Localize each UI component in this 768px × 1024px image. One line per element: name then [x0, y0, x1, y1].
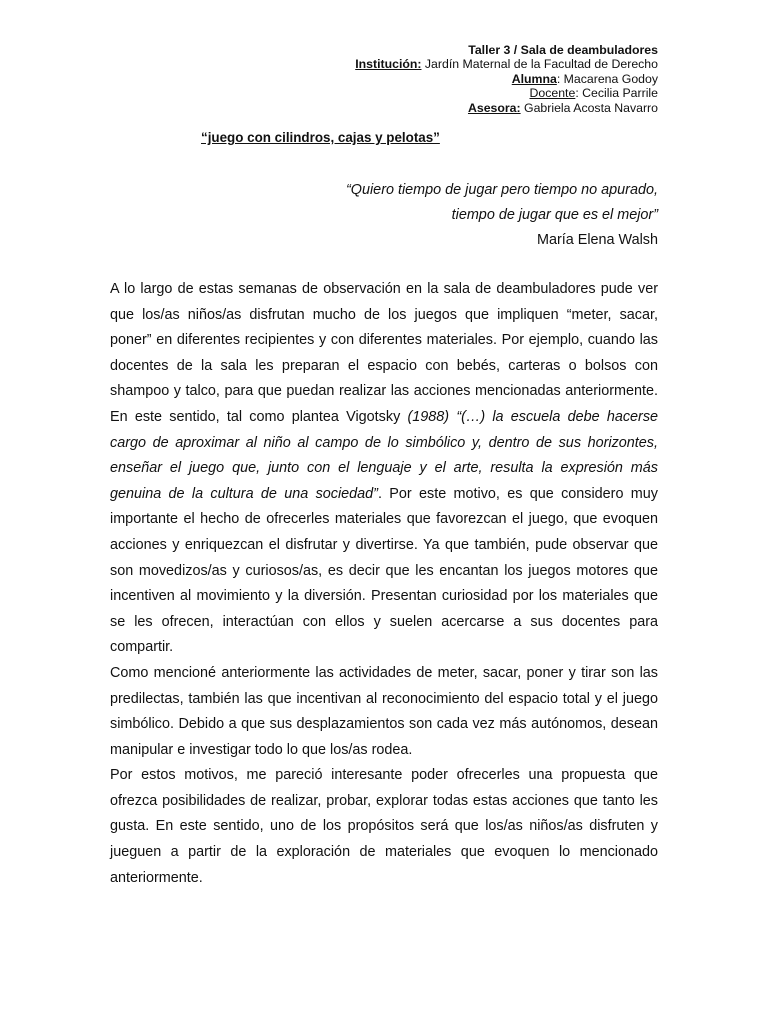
advisor-value: Gabriela Acosta Navarro — [520, 100, 658, 115]
paragraph-2: Como mencioné anteriormente las actividades de meter, sacar, poner y tirar son las predilectas, también las que incentivan al reconocimiento del espacio total y el juego simbólico. Debido a que sus desplazamientos son cada vez más autónomos, desean manipular e investigar todo lo que los/as rodea. — [110, 664, 658, 758]
institution-line — [355, 57, 658, 71]
document-header — [355, 43, 658, 115]
paragraph-1 — [110, 277, 658, 661]
institution-label: Institución: — [355, 57, 422, 72]
paragraph-1-part-a: A lo largo de estas semanas de observación en la sala de deambuladores pude ver que los/as niños/as disfrutan mucho de los juegos que impliquen “meter, sacar, poner” en diferentes recipientes y con diferentes materiales. Por ejemplo, cuando las docentes de la sala les preparan el espacio con bebés, carteras o bolsos con shampoo y talco, para que puedan realizar las acciones mencionadas anteriormente. En este sentido, tal como plantea Vigotsky — [110, 281, 658, 425]
student-value: : Macarena Godoy — [556, 71, 658, 86]
epigraph-line-2: tiempo de jugar que es el mejor” — [451, 207, 658, 223]
epigraph-author: María Elena Walsh — [536, 232, 658, 248]
student-label: Alumna — [511, 71, 557, 86]
body-text — [110, 277, 658, 891]
teacher-line — [355, 86, 658, 100]
epigraph — [346, 178, 658, 253]
advisor-label: Asesora: — [467, 100, 521, 115]
student-line — [355, 72, 658, 86]
teacher-label: Docente — [529, 86, 576, 101]
paragraph-3: Por estos motivos, me pareció interesante poder ofrecerles una propuesta que ofrezca posibilidades de realizar, probar, explorar todas estas acciones que tanto les gusta. En este sentido, uno de los propósitos será que los/as niños/as disfruten y jueguen a partir de la exploración de materiales que evoquen lo mencionado anteriormente. — [110, 767, 658, 886]
advisor-line — [355, 101, 658, 115]
document-title: “juego con cilindros, cajas y pelotas” — [201, 130, 440, 145]
vigotsky-quote: “(…) la escuela debe hacerse cargo de aproximar al niño al campo de lo simbólico y, dentro de sus horizontes, enseñar el juego que, junto con el lenguaje y el arte, resulta la expresión más genuina de la cultura de una sociedad” — [110, 408, 659, 502]
institution-value: Jardín Maternal de la Facultad de Derecho — [421, 57, 658, 72]
course-name: Taller 3 / Sala de deambuladores — [468, 43, 658, 57]
teacher-value: : Cecilia Parrile — [575, 86, 658, 101]
paragraph-1-part-c: . Por este motivo, es que considero muy importante el hecho de ofrecerles materiales que favorezcan el juego, que evoquen acciones y enriquezcan el disfrutar y divertirse. Ya que también, pude observar que son movedizos/as y curiosos/as, es decir que les encantan los juegos motores que incentiven al movimiento y la diversión. Presentan curiosidad por los materiales que se les ofrecen, interactúan con ellos y suelen acercarse a sus docentes para compartir. — [110, 485, 658, 656]
citation-year: (1988) — [407, 408, 450, 425]
epigraph-line-1: “Quiero tiempo de jugar pero tiempo no apurado, — [346, 182, 658, 198]
